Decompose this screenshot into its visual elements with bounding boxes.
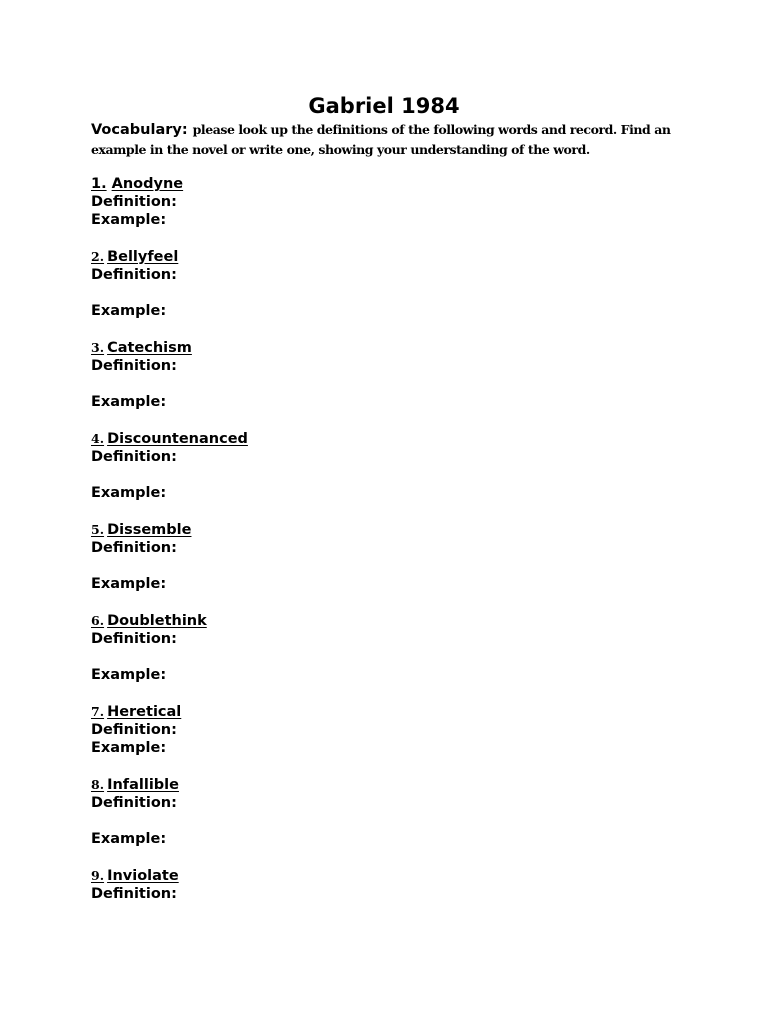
term-number: 4.	[91, 430, 105, 446]
vocab-entry-inviolate	[91, 867, 691, 903]
definition-label: Definition:	[91, 539, 177, 556]
definition-label: Definition:	[91, 721, 177, 738]
vocab-entry-heretical	[91, 703, 691, 776]
vocab-entry-doublethink	[91, 612, 691, 703]
intro-paragraph	[91, 120, 691, 159]
term-number: 6.	[91, 612, 105, 628]
vocab-entry-dissemble	[91, 521, 691, 612]
vocab-term	[91, 776, 691, 794]
vocab-term	[91, 175, 691, 193]
term-word: Infallible	[107, 776, 179, 793]
term-number: 2.	[91, 248, 105, 264]
instructions-text: please look up the definitions of the following words and record. Find an example in the novel or write one, showing your understanding of the word.	[91, 122, 671, 157]
vocab-entry-bellyfeel	[91, 248, 691, 339]
example-label: Example:	[91, 212, 167, 229]
term-number: 9.	[91, 867, 105, 883]
vocab-term	[91, 703, 691, 721]
example-label: Example:	[91, 667, 167, 684]
vocab-term	[91, 430, 691, 448]
term-word: Doublethink	[107, 612, 207, 629]
definition-label: Definition:	[91, 194, 177, 211]
definition-label: Definition:	[91, 794, 177, 811]
term-word: Anodyne	[111, 176, 184, 192]
vocab-term	[91, 248, 691, 266]
term-word: Bellyfeel	[107, 248, 179, 265]
vocab-entry-catechism	[91, 339, 691, 430]
term-word: Heretical	[107, 703, 182, 720]
term-word: Dissemble	[107, 521, 192, 538]
vocab-term	[91, 612, 691, 630]
term-number: 5.	[91, 521, 105, 537]
definition-label: Definition:	[91, 357, 177, 374]
document-title: Gabriel 1984	[308, 94, 460, 118]
example-label: Example:	[91, 303, 167, 320]
example-label: Example:	[91, 831, 167, 848]
definition-label: Definition:	[91, 885, 177, 902]
term-word: Catechism	[107, 339, 192, 356]
term-word: Inviolate	[107, 867, 179, 884]
definition-label: Definition:	[91, 267, 177, 283]
term-number: 8.	[91, 776, 105, 792]
example-label: Example:	[91, 740, 167, 757]
term-word: Discountenanced	[107, 430, 248, 447]
example-label: Example:	[91, 394, 167, 411]
example-label: Example:	[91, 576, 167, 593]
vocab-term	[91, 339, 691, 357]
vocab-entry-discountenanced	[91, 430, 691, 521]
term-number: 1.	[91, 176, 107, 192]
definition-label: Definition:	[91, 630, 177, 647]
vocab-term	[91, 521, 691, 539]
vocab-entry-anodyne	[91, 175, 691, 248]
definition-label: Definition:	[91, 448, 177, 465]
vocabulary-list	[91, 175, 691, 903]
example-label: Example:	[91, 485, 167, 502]
term-number: 7.	[91, 703, 105, 719]
vocab-entry-infallible	[91, 776, 691, 867]
term-number: 3.	[91, 339, 105, 355]
vocabulary-label: Vocabulary:	[91, 122, 188, 138]
vocab-term	[91, 867, 691, 885]
